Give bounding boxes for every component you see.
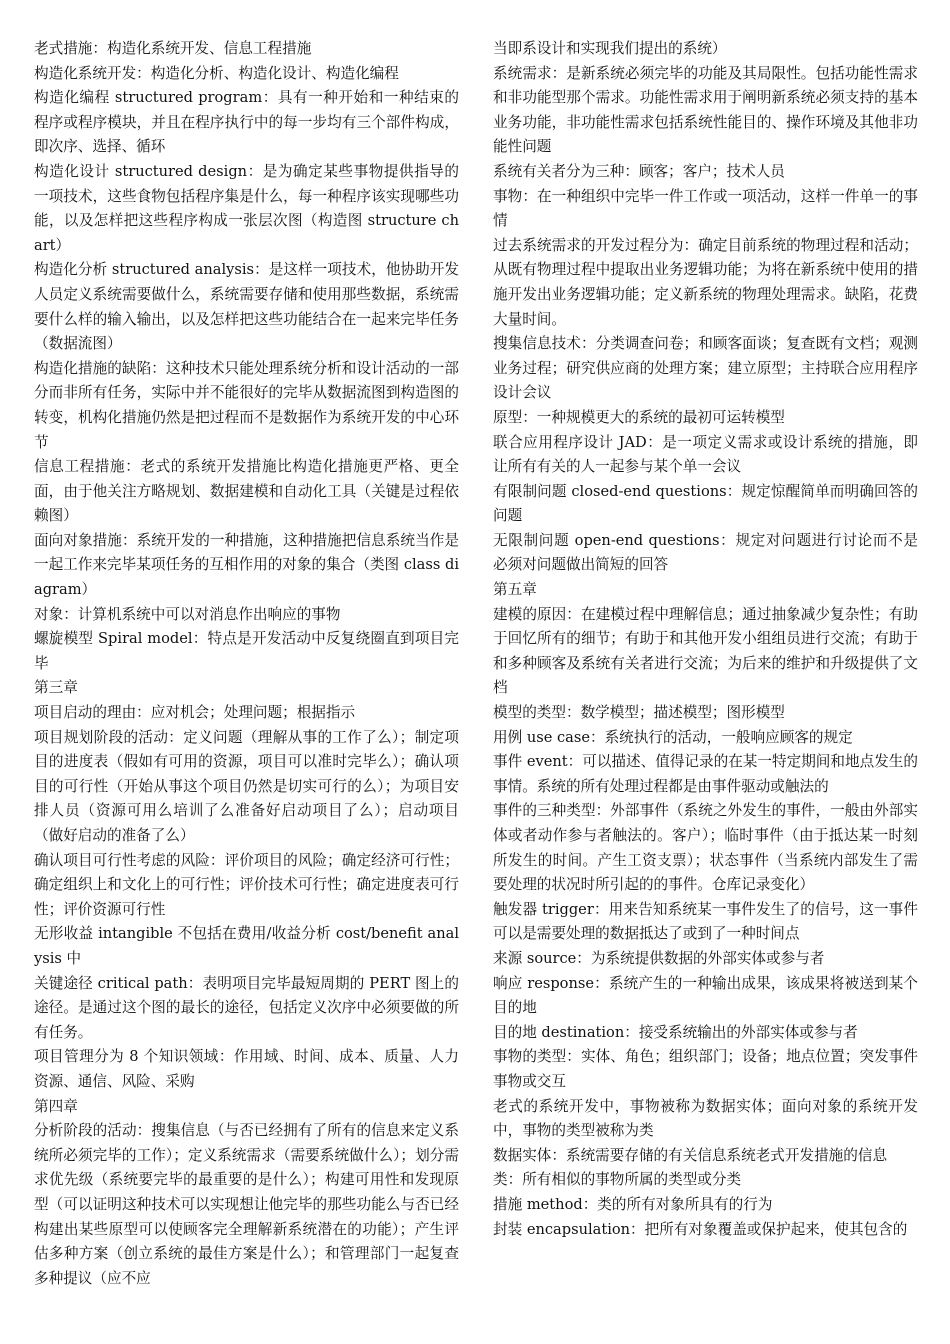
paragraph: 分析阶段的活动：搜集信息（与否已经拥有了所有的信息来定义系统所必须完毕的工作）；定义系统需求（需要系统做什么）；划分需求优先级（系统要完毕的最重要的是什么）；构建可用性和发现原型（可以证明这种技术可以实现想让他完毕的那些功能么与否已经构建出某些原型可以使顾客完全理解新系统潜在的功能）；产生评估多种方案（创立系统的最佳方案是什么）；和管理部门一起复查多种提议（应不应 [34, 1122, 459, 1287]
paragraph: 构造化设计 structured design：是为确定某些事物提供指导的一项技术，这些食物包括程序集是什么，每一种程序该实现哪些功能，以及怎样把这些程序构成一张层次图（构造图 structure chart） [34, 162, 459, 254]
paragraph: 老式措施：构造化系统开发、信息工程措施 [34, 40, 312, 57]
paragraph: 事物：在一种组织中完毕一件工作或一项活动，这样一件单一的事情 [493, 187, 918, 230]
paragraph: 项目规划阶段的活动：定义问题（理解从事的工作了么）；制定项目的进度表（假如有可用的资源，项目可以准时完毕么）；确认项目的可行性（开始从事这个项目仍然是切实可行的么）；为项目安排人员（资源可用么培训了么准备好启动项目了么）；启动项目（做好启动的准备了么） [34, 728, 459, 844]
chapter-heading: 第四章 [34, 1097, 78, 1115]
paragraph: 构造化分析 structured analysis：是这样一项技术，他协助开发人员定义系统需要做什么，系统需要存储和使用那些数据，系统需要什么样的输入输出，以及怎样把这些功能结合在一起来完毕任务（数据流图） [34, 261, 459, 353]
paragraph: 面向对象措施：系统开发的一种措施，这种措施把信息系统当作是一起工作来完毕某项任务的互相作用的对象的集合（类图 class diagram） [34, 531, 459, 599]
paragraph: 触发器 trigger：用来告知系统某一事件发生了的信号，这一事件可以是需要处理的数据抵达了或到了一种时间点 [493, 900, 918, 943]
paragraph: 事件的三种类型：外部事件（系统之外发生的事件，一般由外部实体或者动作参与者触法的。客户）；临时事件（由于抵达某一时刻所发生的时间。产生工资支票）；状态事件（当系统内部发生了需要处理的状况时所引起的的事件。仓库记录变化） [493, 802, 918, 894]
paragraph: 系统有关者分为三种：顾客；客户；技术人员 [493, 162, 785, 180]
paragraph: 当即系设计和实现我们提出的系统） [493, 40, 727, 57]
paragraph: 措施 method：类的所有对象所具有的行为 [493, 1195, 773, 1213]
paragraph: 原型：一种规模更大的系统的最初可运转模型 [493, 408, 785, 426]
paragraph: 项目管理分为 8 个知识领域：作用域、时间、成本、质量、人力资源、通信、风险、采购 [34, 1048, 459, 1090]
left-column [34, 37, 459, 1291]
paragraph: 数据实体：系统需要存储的有关信息系统老式开发措施的信息 [493, 1146, 888, 1164]
chapter-heading: 第五章 [493, 581, 537, 599]
paragraph: 螺旋模型 Spiral model：特点是开发活动中反复绕圈直到项目完毕 [34, 630, 459, 672]
paragraph: 构造化措施的缺陷：这种技术只能处理系统分析和设计活动的一部分而非所有任务，实际中并不能很好的完毕从数据流图到构造图的转变，机构化措施仍然是把过程而不是数据作为系统开发的中心环节 [34, 359, 459, 451]
paragraph: 对象：计算机系统中可以对消息作出响应的事物 [34, 605, 341, 623]
paragraph: 系统需求：是新系统必须完毕的功能及其局限性。包括功能性需求和非功能型那个需求。功能性需求用于阐明新系统必须支持的基本业务功能，非功能性需求包括系统性能目的、操作环境及其他非功能性问题 [493, 64, 918, 156]
paragraph: 项目启动的理由：应对机会；处理问题；根据指示 [34, 704, 356, 722]
paragraph: 无限制问题 open-end questions：规定对问题进行讨论而不是必须对问题做出简短的回答 [493, 531, 918, 574]
right-column [493, 37, 918, 1242]
paragraph: 事件 event：可以描述、值得记录的在某一特定期间和地点发生的事情。系统的所有处理过程都是由事件驱动或触法的 [493, 753, 918, 795]
paragraph: 目的地 destination：接受系统输出的外部实体或参与者 [493, 1023, 858, 1041]
chapter-heading: 第三章 [34, 679, 78, 697]
paragraph: 用例 use case：系统执行的活动，一般响应顾客的规定 [493, 728, 853, 746]
paragraph: 搜集信息技术：分类调查问卷；和顾客面谈；复查既有文档；观测业务过程；研究供应商的处理方案；建立原型；主持联合应用程序设计会议 [493, 335, 918, 402]
paragraph: 信息工程措施：老式的系统开发措施比构造化措施更严格、更全面，由于他关注方略规划、数据建模和自动化工具（关键是过程依赖图） [34, 458, 459, 525]
paragraph: 建模的原因：在建模过程中理解信息；通过抽象减少复杂性；有助于回忆所有的细节；有助于和其他开发小组组员进行交流；有助于和多种顾客及系统有关者进行交流；为后来的维护和升级提供了文档 [493, 605, 918, 697]
paragraph: 来源 source：为系统提供数据的外部实体或参与者 [493, 949, 825, 967]
paragraph: 类：所有相似的事物所属的类型或分类 [493, 1171, 742, 1189]
paragraph: 确认项目可行性考虑的风险：评价项目的风险；确定经济可行性；确定组织上和文化上的可行性；评价技术可行性；确定进度表可行性；评价资源可行性 [34, 851, 459, 918]
paragraph: 响应 response：系统产生的一种输出成果，该成果将被送到某个目的地 [493, 974, 918, 1017]
paragraph: 无形收益 intangible 不包括在费用/收益分析 cost/benefit analysis 中 [34, 925, 459, 967]
paragraph: 事物的类型：实体、角色；组织部门；设备；地点位置；突发事件事物或交互 [493, 1048, 918, 1090]
paragraph: 关键途径 critical path：表明项目完毕最短周期的 PERT 图上的途径。是通过这个图的最长的途径，包括定义次序中必须要做的所有任务。 [34, 974, 459, 1041]
paragraph: 模型的类型：数学模型；描述模型；图形模型 [493, 704, 785, 722]
paragraph: 有限制问题 closed-end questions：规定惊醒简单而明确回答的问题 [493, 482, 918, 525]
paragraph: 封装 encapsulation：把所有对象覆盖或保护起来，使其包含的 [493, 1220, 908, 1238]
paragraph: 构造化系统开发：构造化分析、构造化设计、构造化编程 [34, 64, 399, 82]
paragraph: 联合应用程序设计 JAD：是一项定义需求或设计系统的措施，即让所有有关的人一起参与某个单一会议 [493, 433, 918, 476]
paragraph: 构造化编程 structured program：具有一种开始和一种结束的程序或程序模块，并且在程序执行中的每一步均有三个部件构成，即次序、选择、循环 [34, 89, 459, 156]
paragraph: 过去系统需求的开发过程分为：确定目前系统的物理过程和活动；从既有物理过程中提取出业务逻辑功能；为将在新系统中使用的措施开发出业务逻辑功能；定义新系统的物理处理需求。缺陷，花费大量时间。 [493, 236, 918, 328]
paragraph: 老式的系统开发中，事物被称为数据实体；面向对象的系统开发中，事物的类型被称为类 [493, 1097, 918, 1140]
